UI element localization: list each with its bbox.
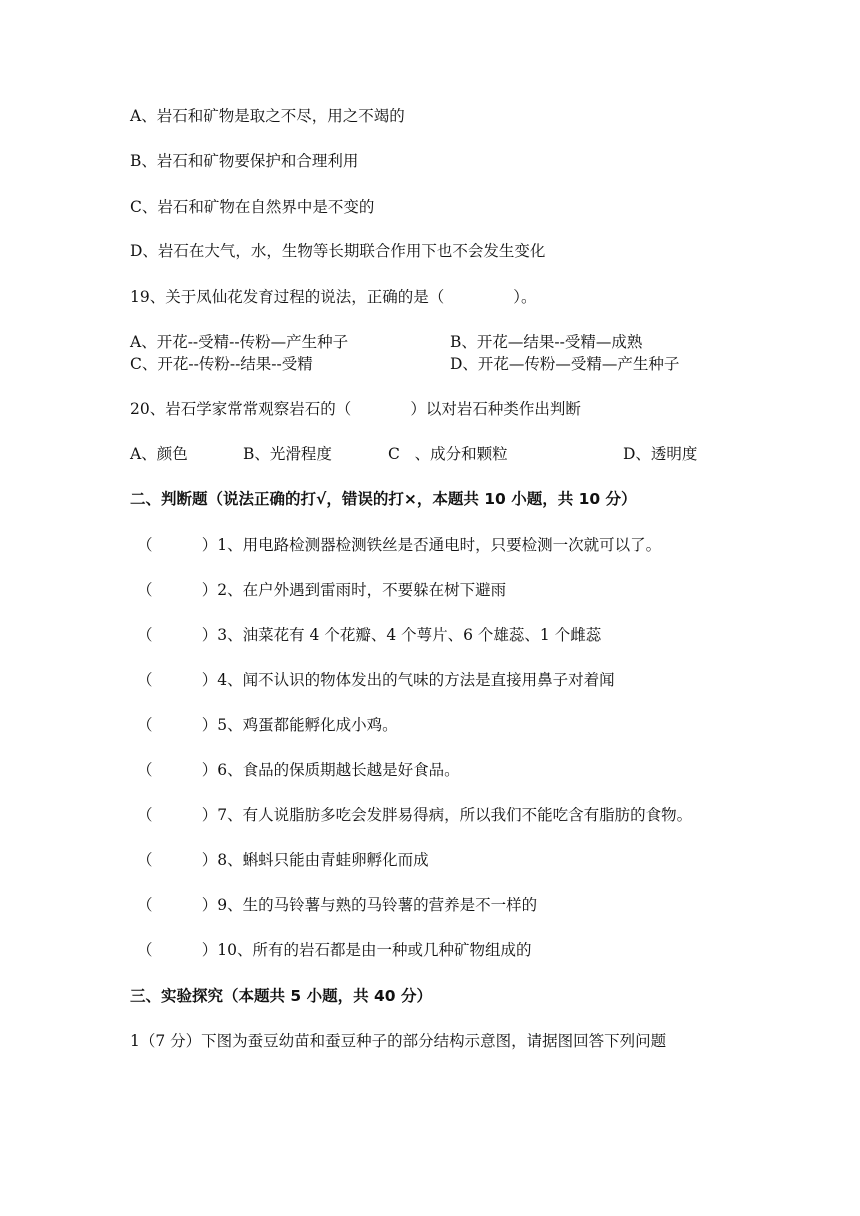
judge-item-7: （ ）7、有人说脂肪多吃会发胖易得病，所以我们不能吃含有脂肪的食物。 [137,806,693,824]
judge-item-3: （ ）3、油菜花有 4 个花瓣、4 个萼片、6 个雄蕊、1 个雌蕊 [137,626,602,644]
q19-stem: 19、关于凤仙花发育过程的说法，正确的是（ ）。 [130,288,537,306]
judge-item-6: （ ）6、食品的保质期越长越是好食品。 [137,761,460,779]
q20-option-a: A、颜色 [130,445,188,463]
judge-item-8: （ ）8、蝌蚪只能由青蛙卵孵化而成 [137,851,429,869]
judge-item-5: （ ）5、鸡蛋都能孵化成小鸡。 [137,716,398,734]
section-2-title: 二、判断题（说法正确的打√，错误的打×，本题共 10 小题，共 10 分） [130,490,637,508]
q20-option-d: D、透明度 [623,445,698,463]
judge-item-1: （ ）1、用电路检测器检测铁丝是否通电时，只要检测一次就可以了。 [137,536,662,554]
q18-option-a: A、岩石和矿物是取之不尽，用之不竭的 [130,107,405,125]
q18-option-d: D、岩石在大气，水，生物等长期联合作用下也不会发生变化 [130,242,546,260]
judge-item-4: （ ）4、闻不认识的物体发出的气味的方法是直接用鼻子对着闻 [137,671,615,689]
q19-option-c: C、开花--传粉--结果--受精 [130,355,313,373]
judge-item-2: （ ）2、在户外遇到雷雨时，不要躲在树下避雨 [137,581,507,599]
q18-option-c: C、岩石和矿物在自然界中是不变的 [130,198,375,216]
q20-option-b: B、光滑程度 [243,445,332,463]
q18-option-b: B、岩石和矿物要保护和合理利用 [130,152,359,170]
judge-item-10: （ ）10、所有的岩石都是由一种或几种矿物组成的 [137,941,532,959]
section-3-title: 三、实验探究（本题共 5 小题，共 40 分） [130,987,432,1005]
q19-option-b: B、开花—结果--受精—成熟 [450,333,643,351]
q20-option-c: C 、成分和颗粒 [388,445,508,463]
section-3-question-1: 1（7 分）下图为蚕豆幼苗和蚕豆种子的部分结构示意图，请据图回答下列问题 [130,1032,667,1050]
q19-option-a: A、开花--受精--传粉—产生种子 [130,333,349,351]
judge-item-9: （ ）9、生的马铃薯与熟的马铃薯的营养是不一样的 [137,896,538,914]
q19-option-d: D、开花—传粉—受精—产生种子 [450,355,680,373]
q20-stem: 20、岩石学家常常观察岩石的（ ）以对岩石种类作出判断 [130,400,581,418]
